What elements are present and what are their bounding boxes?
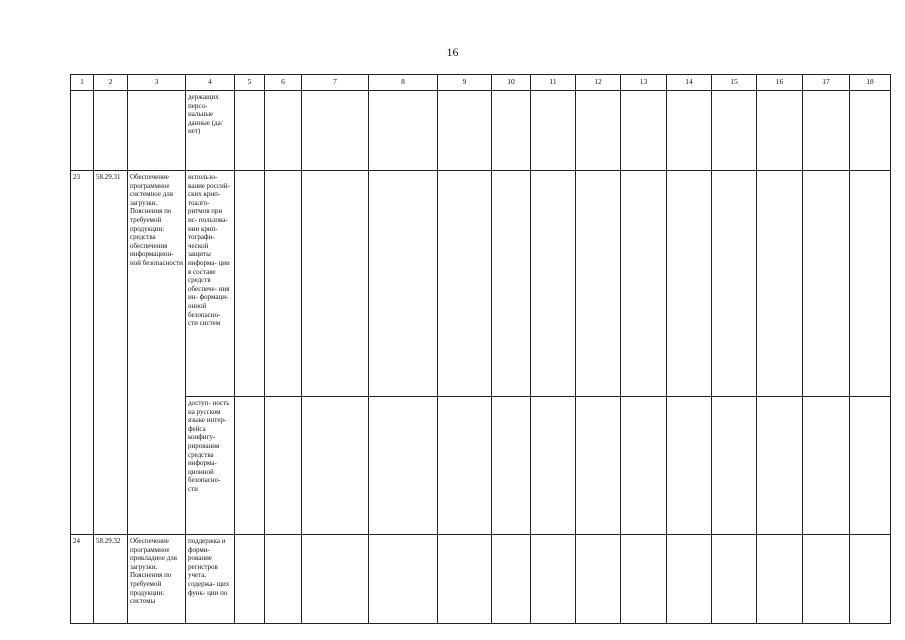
table-cell	[576, 397, 621, 535]
characteristic-cell: держащих персо- нальные данные (да/нет)	[186, 91, 235, 171]
table-row-24	[71, 535, 891, 624]
table-cell	[667, 91, 712, 171]
table-cell	[621, 397, 667, 535]
column-header: 5	[235, 75, 265, 91]
table-cell	[850, 397, 891, 535]
table-cell	[302, 171, 369, 397]
okpd-code-cell: 58.29.32	[94, 535, 128, 624]
column-header: 4	[186, 75, 235, 91]
procurement-table	[70, 74, 891, 624]
table-cell	[712, 397, 757, 535]
table-cell	[492, 397, 531, 535]
table-cell	[531, 91, 576, 171]
table-cell	[621, 91, 667, 171]
table-cell	[369, 171, 438, 397]
table-cell	[235, 397, 265, 535]
table-cell	[712, 535, 757, 624]
column-header: 12	[576, 75, 621, 91]
column-header: 9	[438, 75, 492, 91]
table-cell	[712, 171, 757, 397]
table-cell	[438, 397, 492, 535]
table-cell	[531, 171, 576, 397]
page-number: 16	[446, 45, 459, 59]
table-cell	[265, 397, 302, 535]
table-cell	[302, 535, 369, 624]
table-cell	[492, 535, 531, 624]
table-cell	[492, 91, 531, 171]
table-row-23	[71, 171, 891, 397]
characteristic-cell: поддержка и форми- рование регистров учета, содержа- щих функ- ции по	[186, 535, 235, 624]
column-header: 11	[531, 75, 576, 91]
column-header: 8	[369, 75, 438, 91]
table-cell	[369, 535, 438, 624]
table-cell	[757, 535, 803, 624]
table-cell	[576, 171, 621, 397]
table-cell	[712, 91, 757, 171]
table-cell	[492, 171, 531, 397]
table-cell	[438, 535, 492, 624]
characteristic-cell: использо- вание россий- ских крип- тоалго- ритмов при ис- пользова- нии крип- тографи- ческой защиты информа- ции в составе средств обеспече- ния ин- формаци- онной безопасно- сти систем	[186, 171, 235, 397]
column-header: 14	[667, 75, 712, 91]
column-header: 7	[302, 75, 369, 91]
table-cell	[667, 535, 712, 624]
okpd-code-cell: 58.29.31	[94, 171, 128, 535]
table-row-continued	[71, 91, 891, 171]
column-header: 6	[265, 75, 302, 91]
table-cell	[576, 91, 621, 171]
column-number-row	[71, 75, 891, 91]
column-header: 16	[757, 75, 803, 91]
table-cell	[757, 91, 803, 171]
column-header: 17	[803, 75, 850, 91]
table-cell	[94, 91, 128, 171]
table-cell	[265, 535, 302, 624]
table-cell	[757, 397, 803, 535]
table-cell	[803, 171, 850, 397]
product-name-cell: Обеспечение программное прикладное для загрузки. Пояснения по требуемой продукции: системы	[128, 535, 186, 624]
table-cell	[621, 535, 667, 624]
column-header: 18	[850, 75, 891, 91]
table-cell	[71, 91, 94, 171]
table-cell	[803, 91, 850, 171]
column-header: 2	[94, 75, 128, 91]
characteristic-cell: доступ- ность на русском языке интер- фейса конфигу- рирования средства информа- ционной безопасно- сти	[186, 397, 235, 535]
table-cell	[621, 171, 667, 397]
column-header: 10	[492, 75, 531, 91]
table-cell	[531, 397, 576, 535]
table-cell	[667, 397, 712, 535]
table-cell	[369, 397, 438, 535]
table-cell	[369, 91, 438, 171]
table-cell	[757, 171, 803, 397]
row-number-cell: 24	[71, 535, 94, 624]
column-header: 15	[712, 75, 757, 91]
table-cell	[850, 171, 891, 397]
table-cell	[576, 535, 621, 624]
column-header: 1	[71, 75, 94, 91]
table-cell	[302, 397, 369, 535]
table-cell	[531, 535, 576, 624]
table-cell	[302, 91, 369, 171]
table-cell	[803, 397, 850, 535]
table-cell	[438, 171, 492, 397]
table-cell	[438, 91, 492, 171]
row-number-cell: 23	[71, 171, 94, 535]
table-cell	[265, 171, 302, 397]
table-cell	[235, 171, 265, 397]
table-cell	[128, 91, 186, 171]
table-cell	[850, 91, 891, 171]
table-cell	[850, 535, 891, 624]
table-cell	[235, 535, 265, 624]
table-cell	[235, 91, 265, 171]
table-cell	[265, 91, 302, 171]
table-row-23-continued	[71, 397, 891, 535]
table-cell	[803, 535, 850, 624]
product-name-cell: Обеспечение программное системное для загрузки. Пояснения по требуемой продукции: средства обеспечения информацион- ной безопасности	[128, 171, 186, 535]
table-cell	[667, 171, 712, 397]
column-header: 3	[128, 75, 186, 91]
column-header: 13	[621, 75, 667, 91]
